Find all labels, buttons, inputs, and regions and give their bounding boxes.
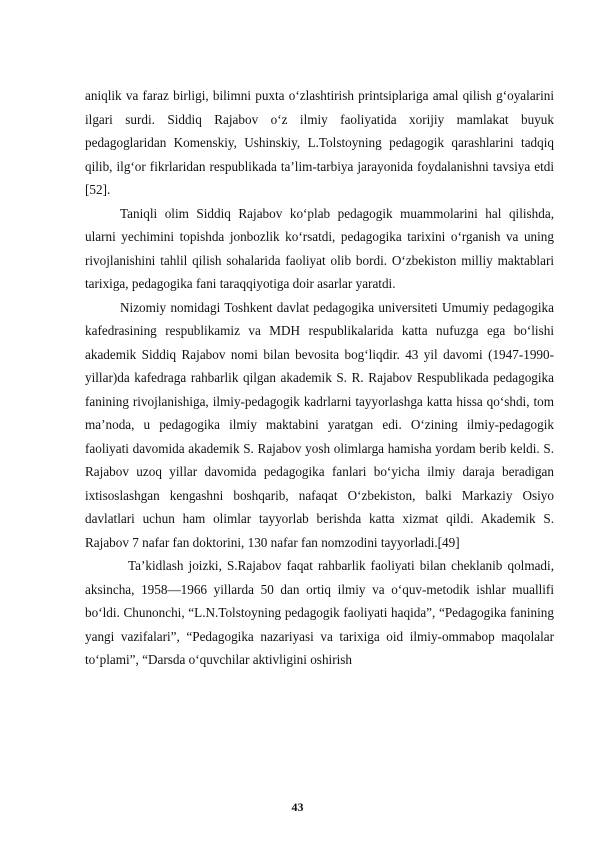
paragraph-scientific-works: Ta’kidlash joizki, S.Rajabov faqat rahbarlik faoliyati bilan cheklanib qolmadi, aksincha, 1958—1966 yillarda 50 dan ortiq ilmiy va o‘quv-metodik ishlar muallifi bo‘ldi. Chunonchi, “L.N.Tolstoyning pedagogik faoliyati haqida”, “Pedagogika fanining yangi vazifalari”, “Pedagogika nazariyasi va tarixiga oid ilmiy-ommabop maqolalar to‘plami”, “Darsda o‘quvchilar aktivligini oshirish [85,558,554,667]
paragraph-university-department: Nizomiy nomidagi Toshkent davlat pedagogika universiteti Umumiy pedagogika kafedrasining respublikamiz va MDH respublikalarida katta nufuzga ega bo‘lishi akademik Siddiq Rajabov nomi bilan bevosita bog‘liqdir. 43 yil davomi (1947-1990-yillar)da kafedraga rahbarlik qilgan akademik S. R. Rajabov Respublikada pedagogika fanining rivojlanishiga, ilmiy-pedagogik kadrlarni tayyorlashga katta hissa qo‘shdi, tom ma’noda, u pedagogika ilmiy maktabini yaratgan edi. O‘zining ilmiy-pedagogik faoliyati davomida akademik S. Rajabov yosh olimlarga hamisha yordam berib keldi. S. Rajabov uzoq yillar davomida pedagogika fanlari bo‘yicha ilmiy daraja beradigan ixtisoslashgan kengashni boshqarib, nafaqat O‘zbekiston, balki Markaziy Osiyo davlatlari uchun ham olimlar tayyorlab berishda katta xizmat qildi. Akademik S. Rajabov 7 nafar fan doktorini, 130 nafar fan nomzodini tayyorladi.[49] [85,299,554,550]
page-number: 43 [291,800,304,814]
paragraph-continuation: aniqlik va faraz birligi, bilimni puxta o‘zlashtirish printsiplariga amal qilish g‘oyalarini ilgari surdi. Siddiq Rajabov o‘z ilmiy faoliyatida xorijiy mamlakat buyuk pedagoglaridan Komenskiy, Ushinskiy, L.Tolstoyning pedagogik qarashlarini tadqiq qilib, ilg‘or fikrlaridan respublikada ta’lim-tarbiya jarayonida foydalanishni tavsiya etdi [52]. [85,88,554,197]
body-text [85,84,554,672]
paragraph-rajabov-problems: Taniqli olim Siddiq Rajabov ko‘plab pedagogik muammolarini hal qilishda, ularni yechimini topishda jonbozlik ko‘rsatdi, pedagogika tarixini o‘rganish va uning rivojlanishini tahlil qilish sohalarida faoliyat olib bordi. O‘zbekiston milliy maktablari tarixiga, pedagogika fani taraqqiyotiga doir asarlar yaratdi. [85,205,554,291]
